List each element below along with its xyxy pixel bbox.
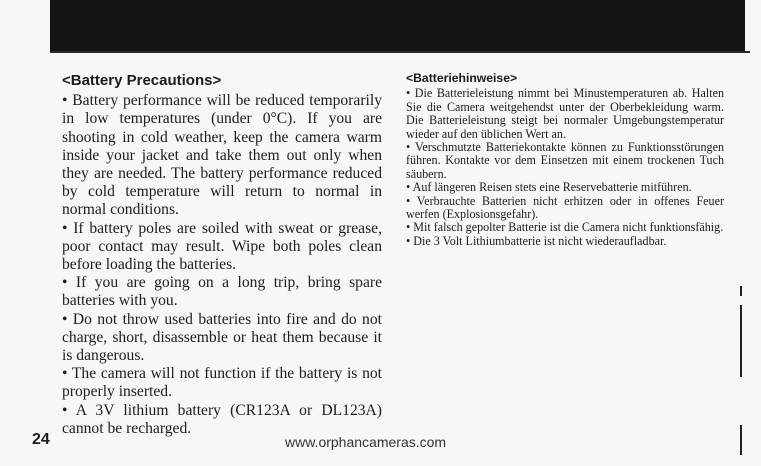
german-paragraph: • Verschmutzte Batteriekontakte können zu Funktionsstörungen führen. Kontakte vor dem Einsetzen mit einem trockenen Tuch säubern. (406, 140, 724, 181)
english-paragraph: • If you are going on a long trip, bring spare batteries with you. (62, 274, 382, 310)
english-paragraph: • Do not throw used batteries into fire and do not charge, short, disassemble or heat them because it is dangerous. (62, 310, 382, 365)
german-paragraph: • Die Batterieleistung nimmt bei Minustemperaturen ab. Halten Sie die Camera weitgehendst unter der Oberbekleidung warm. Die Batterieleistung steigt bei normaler Umgebungstemperatur wieder auf den üblichen Wert an. (406, 86, 724, 141)
english-heading: <Battery Precautions> (62, 72, 222, 89)
scan-edge-mark (740, 286, 742, 296)
english-paragraph: • A 3V lithium battery (CR123A or DL123A) cannot be recharged. (62, 401, 382, 437)
page-number: 24 (32, 431, 50, 448)
german-paragraph: • Mit falsch gepolter Batterie ist die Camera nicht funktionsfähig. (406, 220, 724, 235)
german-paragraph: • Die 3 Volt Lithiumbatterie ist nicht wiederaufladbar. (406, 233, 667, 248)
english-paragraph: • If battery poles are soiled with sweat or grease, poor contact may result. Wipe both poles clean before loading the batteries. (62, 219, 382, 274)
header-rule (50, 51, 750, 53)
german-heading: <Batteriehinweise> (406, 71, 518, 85)
english-paragraph: • The camera will not function if the battery is not properly inserted. (62, 365, 382, 401)
scan-edge-mark (740, 305, 742, 377)
english-column (62, 72, 382, 438)
german-paragraph: • Verbrauchte Batterien nicht erhitzen oder in offenes Feuer werfen (Explosionsgefahr). (406, 193, 724, 222)
header-black-band (50, 0, 745, 52)
german-column (406, 72, 724, 248)
scan-edge-mark (740, 425, 742, 455)
german-paragraph: • Auf längeren Reisen stets eine Reservebatterie mitführen. (406, 180, 692, 195)
footer-url: www.orphancameras.com (285, 434, 447, 450)
english-paragraph: • Battery performance will be reduced temporarily in low temperatures (under 0°C). If you are shooting in cold weather, keep the camera warm inside your jacket and take them out only when they are needed. The battery performance reduced by cold temperature will return to normal in normal conditions. (62, 92, 382, 219)
